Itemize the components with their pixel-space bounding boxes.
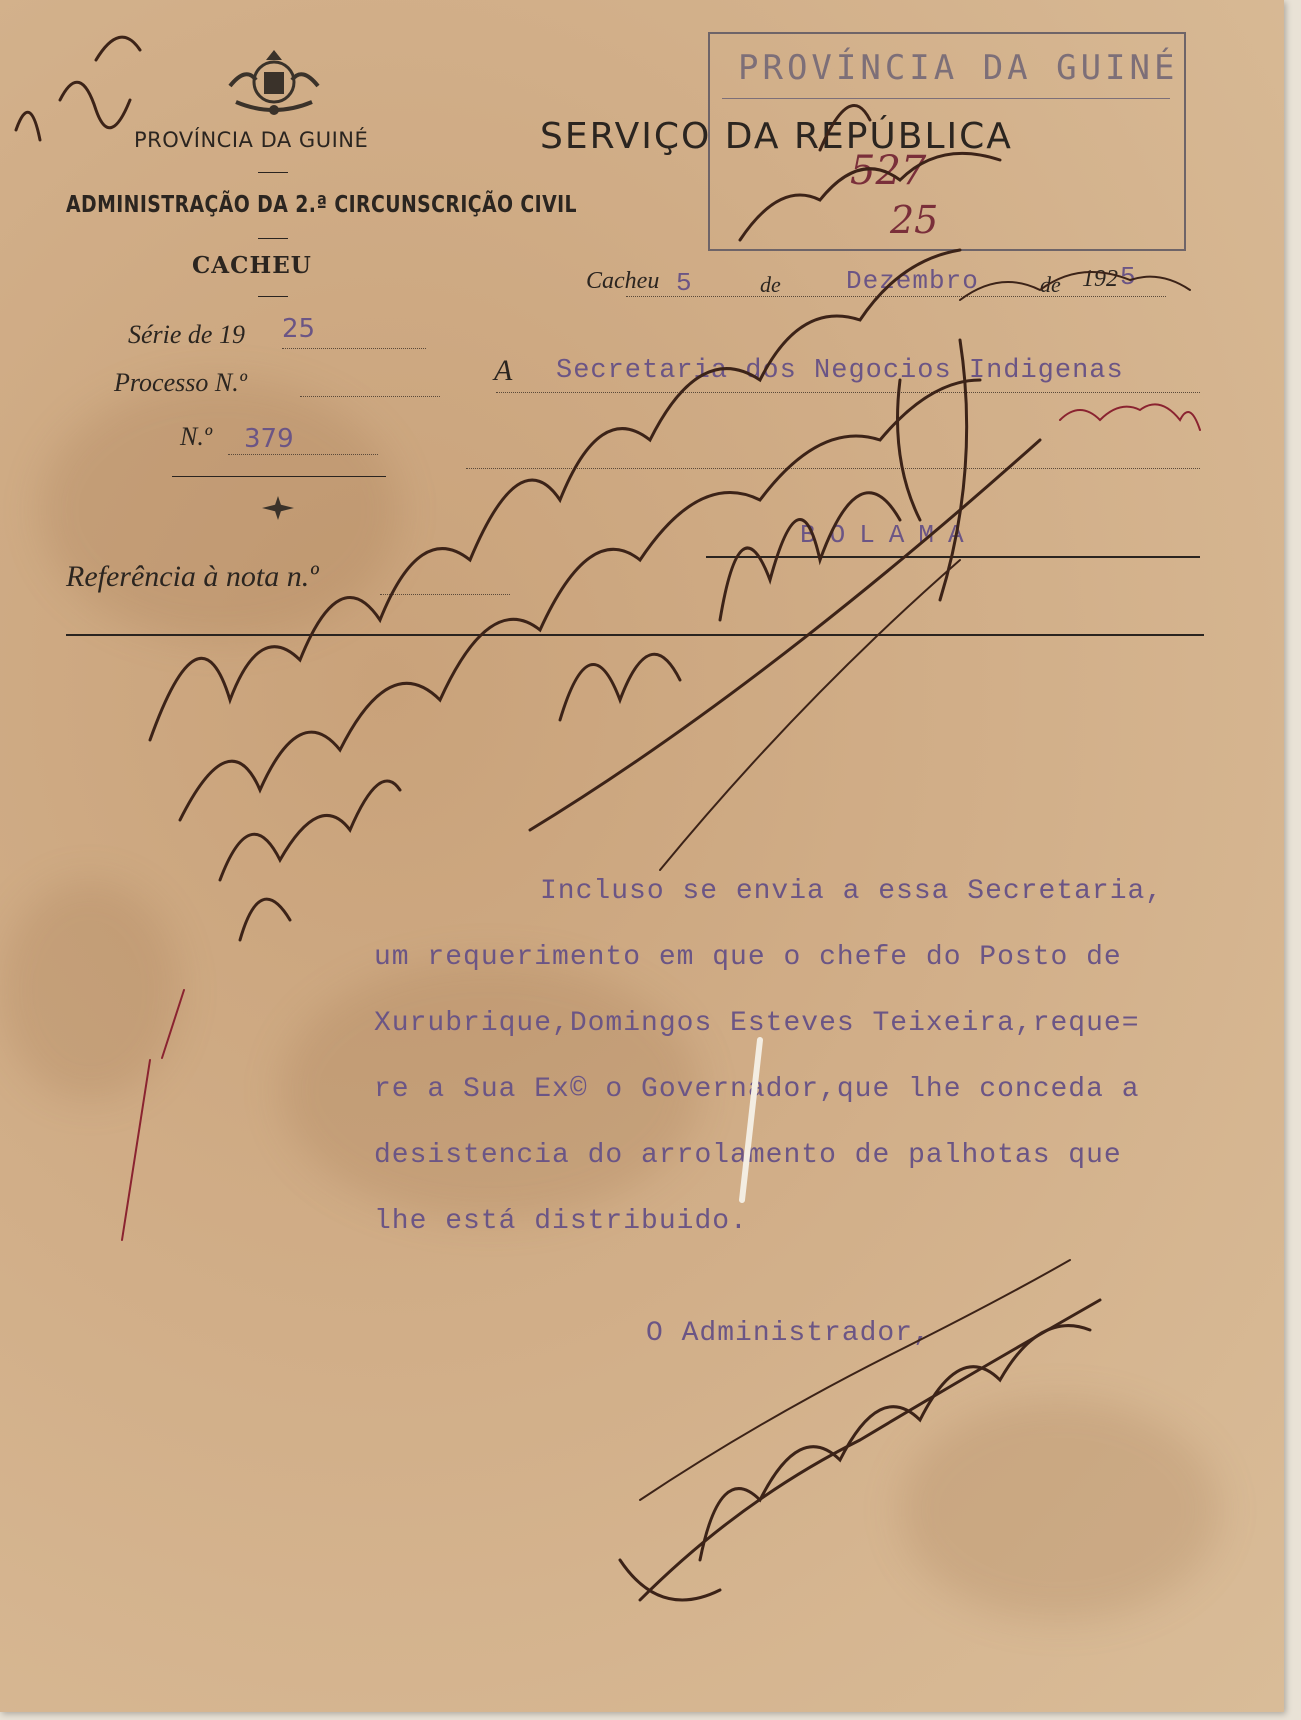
paper-stain — [0, 880, 180, 1100]
referencia-fill-line — [380, 594, 510, 595]
divider — [258, 238, 288, 239]
numero-label: N.º — [180, 422, 212, 451]
serie-label: Série de 19 — [128, 320, 245, 349]
serie-value: 25 — [282, 314, 316, 344]
body-line: lhe está distribuido. — [374, 1206, 748, 1237]
dateline-de-2: de — [1040, 272, 1061, 297]
dateline-year-prefix: 192 — [1082, 266, 1118, 292]
body-line: Xurubrique,Domingos Esteves Teixeira,reque= — [374, 1008, 1140, 1039]
stamp-divider — [722, 98, 1170, 99]
salutation: A — [494, 354, 513, 387]
dateline-de-1: de — [760, 272, 781, 297]
district-heading: CACHEU — [192, 252, 312, 279]
divider — [258, 296, 288, 297]
processo-fill-line — [300, 396, 440, 397]
addressee-fill-line-2 — [466, 468, 1200, 469]
administration-heading: ADMINISTRAÇÃO DA 2.ª CIRCUNSCRIÇÃO CIVIL — [66, 192, 577, 218]
dateline-fill-line — [626, 296, 1166, 297]
numero-fill-line — [228, 454, 378, 455]
divider — [258, 172, 288, 173]
service-heading: SERVIÇO DA REPÚBLICA — [540, 116, 1013, 157]
dateline-place: Cacheu — [586, 268, 660, 294]
coat-of-arms-emblem — [226, 46, 322, 120]
addressee-city: BOLAMA — [800, 520, 978, 550]
dateline-month: Dezembro — [846, 266, 979, 296]
dateline-year-suffix: 5 — [1120, 262, 1137, 292]
header-separator — [66, 634, 1204, 636]
stamp-title: PROVÍNCIA DA GUINÉ — [738, 48, 1179, 88]
dateline-day: 5 — [676, 268, 693, 298]
closing-signoff: O Administrador, — [646, 1318, 931, 1349]
processo-label: Processo N.º — [114, 368, 247, 397]
body-line: re a Sua Ex© o Governador,que lhe conceda a — [374, 1074, 1140, 1105]
stamp-entry-date: 25 — [890, 198, 939, 242]
ornament-icon — [260, 494, 296, 522]
body-line: um requerimento em que o chefe do Posto de — [374, 942, 1122, 973]
stamp-entry-number: 527 — [850, 148, 927, 194]
province-heading: PROVÍNCIA DA GUINÉ — [134, 128, 369, 152]
addressee-fill-line — [496, 392, 1200, 393]
addressee-name: Secretaria dos Negocios Indigenas — [556, 356, 1124, 386]
city-underline — [706, 556, 1200, 558]
serie-fill-line — [282, 348, 426, 349]
numero-value: 379 — [244, 424, 294, 454]
referencia-label: Referência à nota n.º — [66, 560, 319, 593]
paper-stain — [900, 1400, 1220, 1620]
body-line: desistencia do arrolamento de palhotas que — [374, 1140, 1122, 1171]
body-line: Incluso se envia a essa Secretaria, — [540, 876, 1164, 907]
divider — [172, 476, 386, 477]
paper-stain — [40, 380, 400, 640]
